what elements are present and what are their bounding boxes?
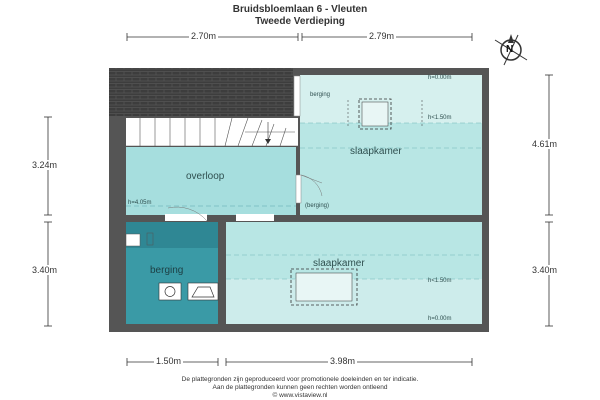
plan-title: Bruidsbloemlaan 6 - Vleuten [232,4,368,15]
compass-letter: N [506,44,514,55]
height-overloop: h=4.05m [128,200,152,206]
room-label-berging-paren: (berging) [305,203,330,209]
dim-top-left: 2.70m [191,31,217,41]
floor-subtitle: Tweede Verdieping [255,16,345,27]
footer-disclaimer-2: Aan de plattegronden kunnen geen rechten worden ontleend [212,384,388,391]
dim-right-lower: 3.40m [532,265,558,275]
footer-copyright: © www.vistaview.nl [272,392,328,399]
window-overloop [296,175,301,203]
dim-bottom-left: 1.50m [156,356,182,366]
washing-machine-icon [159,283,181,300]
window-top [294,76,300,116]
dim-left-lower: 3.40m [32,265,58,275]
dryer-icon [188,283,218,300]
room-label-berging-small: berging [310,92,331,98]
roof-tiles [109,68,297,118]
dim-bottom-right: 3.98m [330,356,356,366]
height-top-h0: h=0.00m [428,75,452,81]
room-label-berging: berging [150,265,184,276]
height-top-h150: h<1.50m [428,115,452,121]
height-bottom-h0: h=0.00m [428,316,452,322]
height-bottom-h150: h<1.50m [428,278,452,284]
dim-left-upper: 3.24m [32,160,58,170]
dim-right-upper: 4.61m [532,139,558,149]
room-label-slaapkamer-top: slaapkamer [350,146,402,157]
footer-disclaimer-1: De plattegronden zijn geproduceerd voor promotionele doeleinden en ter indicatie. [181,376,419,383]
room-label-slaapkamer-bottom: slaapkamer [313,258,365,269]
dim-top-right: 2.79m [369,31,395,41]
room-label-overloop: overloop [186,171,225,182]
door-slaapkamer [236,214,274,221]
boiler-icon [126,234,140,246]
